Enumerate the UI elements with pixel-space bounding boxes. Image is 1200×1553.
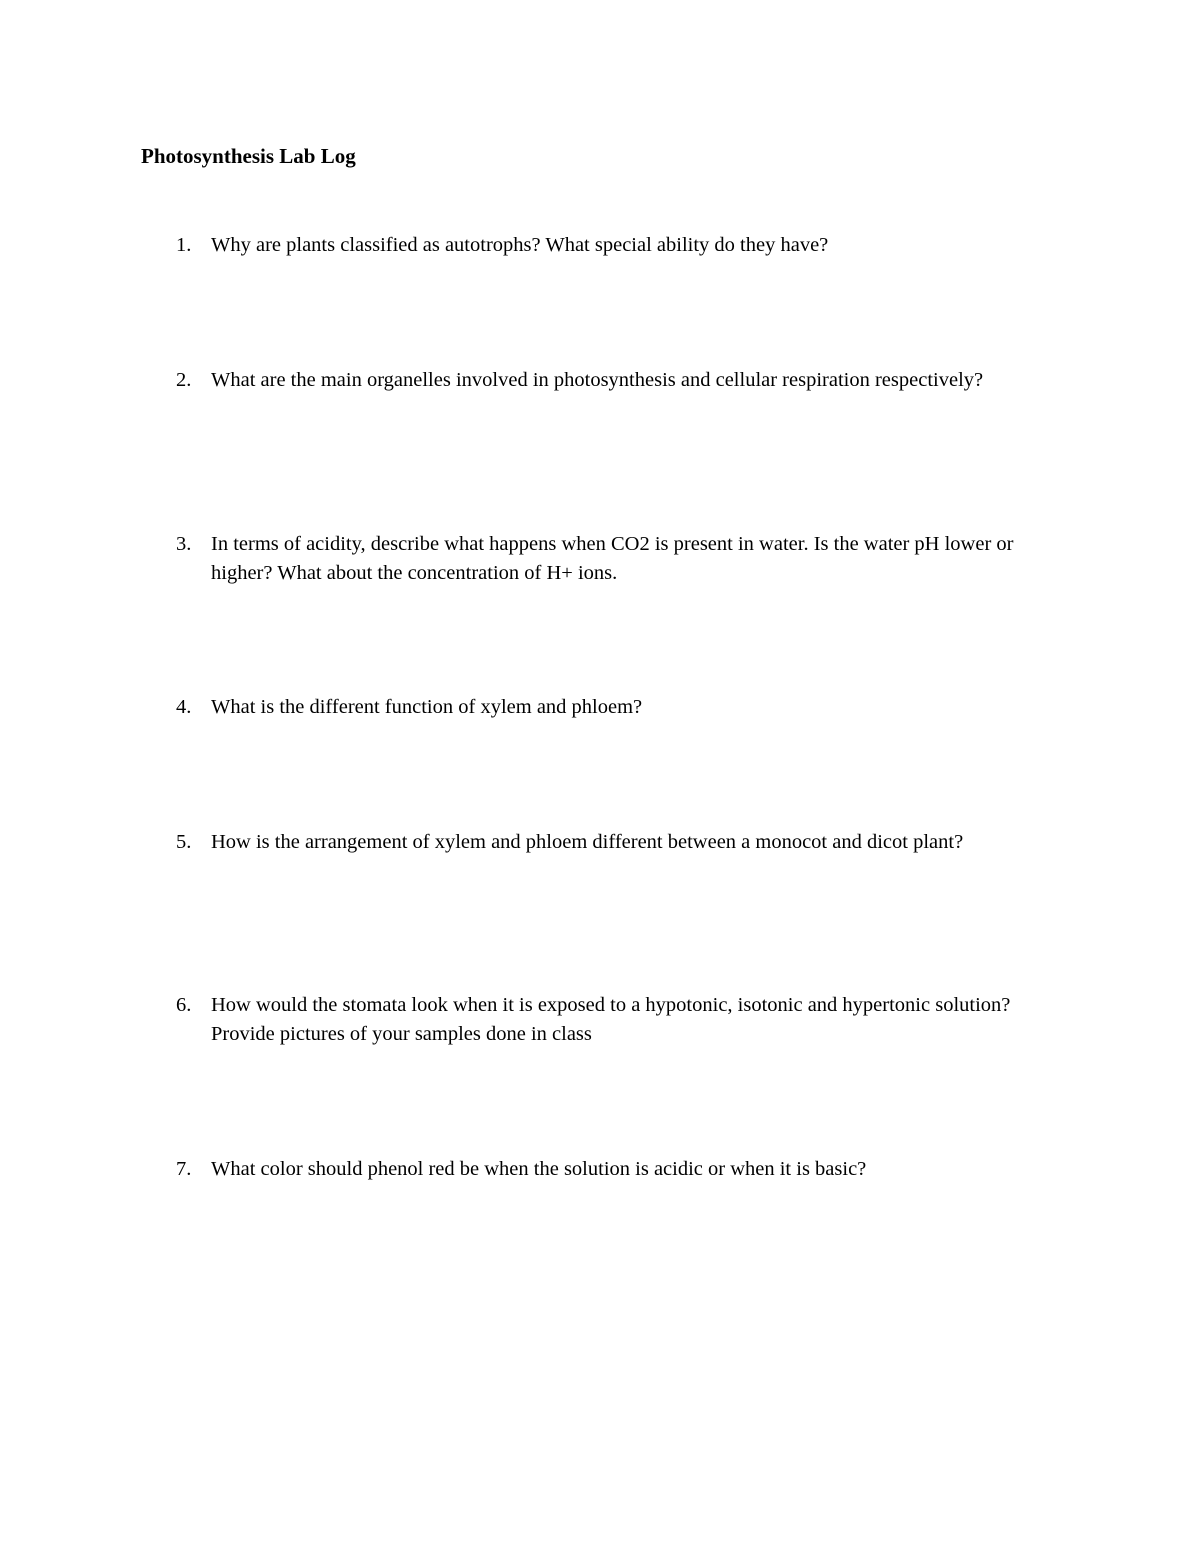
question-number: 5. bbox=[176, 831, 192, 853]
question-item bbox=[176, 828, 1076, 857]
question-number: 4. bbox=[176, 696, 192, 718]
question-text: What color should phenol red be when the solution is acidic or when it is basic? bbox=[211, 1158, 867, 1180]
question-number: 3. bbox=[176, 533, 192, 555]
question-text: How is the arrangement of xylem and phloem different between a monocot and dicot plant? bbox=[211, 831, 964, 853]
question-number: 2. bbox=[176, 369, 192, 391]
question-item bbox=[176, 693, 1076, 722]
question-text: What is the different function of xylem and phloem? bbox=[211, 696, 643, 718]
question-item bbox=[176, 366, 1076, 395]
question-text: In terms of acidity, describe what happens when CO2 is present in water. Is the water pH lower or higher? What about the concentration of H+ ions. bbox=[211, 533, 1014, 584]
question-text: Why are plants classified as autotrophs? What special ability do they have? bbox=[211, 234, 829, 256]
question-item bbox=[176, 991, 1076, 1049]
question-number: 1. bbox=[176, 234, 192, 256]
question-item bbox=[176, 231, 1076, 260]
question-item bbox=[176, 1155, 1076, 1184]
question-item bbox=[176, 530, 1076, 588]
question-text: What are the main organelles involved in photosynthesis and cellular respiration respectively? bbox=[211, 369, 984, 391]
question-text: How would the stomata look when it is exposed to a hypotonic, isotonic and hypertonic solution? Provide pictures of your samples done in class bbox=[211, 994, 1011, 1045]
question-number: 7. bbox=[176, 1158, 192, 1180]
document-title: Photosynthesis Lab Log bbox=[141, 144, 356, 168]
question-number: 6. bbox=[176, 994, 192, 1016]
